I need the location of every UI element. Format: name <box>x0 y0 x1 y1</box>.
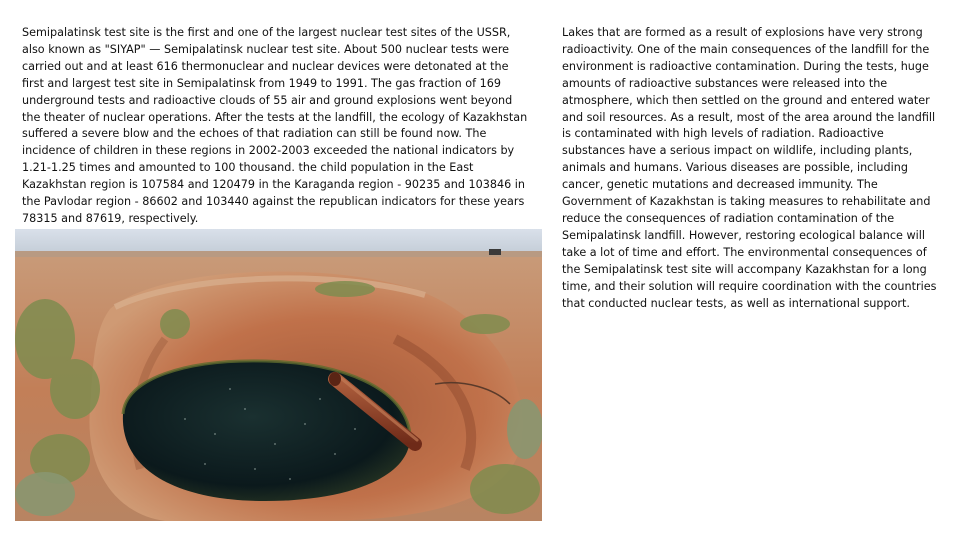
right-column-text: Lakes that are formed as a result of explosions have very strong radioactivity. One of the main consequences of the landfill for the environment is radioactive contamination. During the tests, huge amounts of radioactive substances were released into the atmosphere, which then settled on the ground and entered water and soil resources. As a result, most of the area around the landfill is contaminated with high levels of radiation. Radioactive substances have a serious impact on wildlife, including plants, animals and humans. Various diseases are possible, including cancer, genetic mutations and decreased immunity. The Government of Kazakhstan is taking measures to rehabilitate and reduce the consequences of radiation contamination of the Semipalatinsk landfill. However, restoring ecological balance will take a lot of time and effort. The environmental consequences of the Semipalatinsk test site will accompany Kazakhstan for a long time, and their solution will require coordination with the countries that conducted nuclear tests, as well as international support. <box>562 26 937 310</box>
crater-lake-illustration <box>15 229 542 521</box>
distant-vehicle <box>489 249 501 255</box>
left-column-text: Semipalatinsk test site is the first and one of the largest nuclear test sites of the USSR, also known as "SIYAP" — Semipalatinsk nuclear test site. About 500 nuclear tests were carried out and at least 616 thermonuclear and nuclear devices were detonated at the first and largest test site in Semipalatinsk from 1949 to 1991. The gas fraction of 169 underground tests and radioactive clouds of 55 air and ground explosions went beyond the theater of nuclear operations. After the tests at the landfill, the ecology of Kazakhstan suffered a severe blow and the echoes of that radiation can still be found now. The incidence of children in these regions in 2002-2003 exceeded the national indicators by 1.21-1.25 times and amounted to 100 thousand. the child population in the East Kazakhstan region is 107584 and 120479 in the Karaganda region - 90235 and 103846 in the Pavlodar region - 86602 and 103440 against the republican indicators for these years 78315 and 87619, respectively. <box>22 26 528 225</box>
crater-lake-photo <box>15 229 542 521</box>
